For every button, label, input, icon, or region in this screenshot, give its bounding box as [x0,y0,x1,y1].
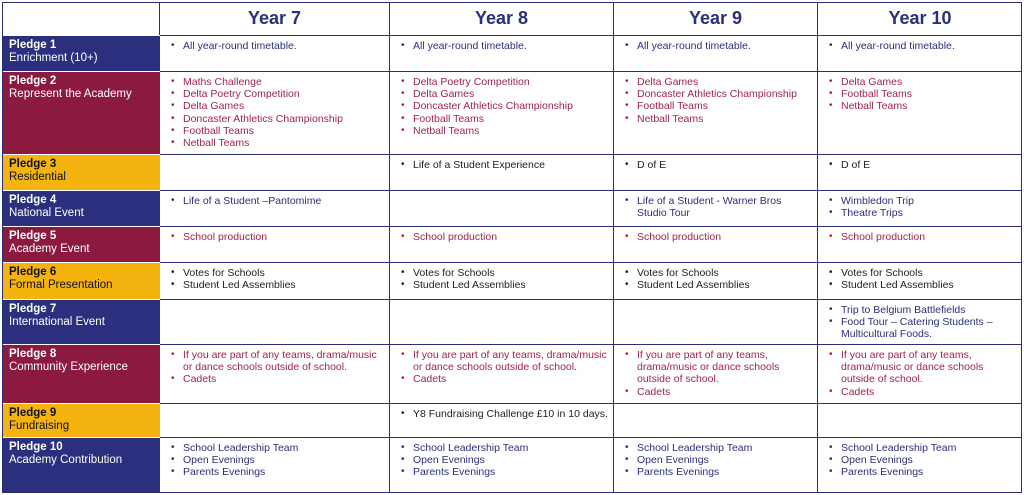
activity-item: • Parents Evenings [637,466,813,478]
pledge-name: Academy Contribution [9,454,123,466]
pledge-label-9 [2,403,160,437]
header-year-9: Year 9 [614,2,818,35]
activity-list [818,267,1018,291]
activity-list [160,231,385,243]
cell-pledge-9-year-8 [390,403,614,437]
activity-item: • Votes for Schools [637,267,813,279]
activity-list [160,349,385,386]
activity-item: • Maths Challenge [183,76,385,88]
activity-item: • School production [637,231,813,243]
pledge-name: Fundraising [9,420,70,432]
activity-item: • Open Evenings [841,454,1018,466]
activity-item: • If you are part of any teams, drama/music or dance schools outside of school. [841,349,1018,386]
activity-item: • Student Led Assemblies [413,279,609,291]
activity-list [818,76,1018,113]
pledge-label-10 [2,437,160,493]
cell-pledge-3-year-9 [614,154,818,190]
header-year-7: Year 7 [160,2,390,35]
cell-pledge-3-year-8 [390,154,614,190]
cell-pledge-10-year-9 [614,437,818,493]
cell-pledge-7-year-9 [614,299,818,344]
activity-item: • Y8 Fundraising Challenge £10 in 10 days. [413,408,609,420]
cell-pledge-7-year-8 [390,299,614,344]
cell-pledge-6-year-7 [160,262,390,299]
pledge-name: Formal Presentation [9,279,113,291]
activity-item: • School Leadership Team [841,442,1018,454]
cell-pledge-8-year-7 [160,344,390,403]
activity-item: • All year-round timetable. [637,40,813,52]
activity-item: • Netball Teams [413,125,609,137]
pledge-number: Pledge 3 [9,158,57,170]
activity-list [160,195,385,207]
activity-item: • Cadets [841,386,1018,398]
activity-list [390,349,609,386]
pledge-number: Pledge 4 [9,194,57,206]
activity-item: • Delta Poetry Competition [413,76,609,88]
activity-list [614,231,813,243]
activity-list [614,442,813,479]
cell-pledge-9-year-10 [818,403,1022,437]
activity-item: • Netball Teams [183,137,385,149]
activity-item: • School Leadership Team [413,442,609,454]
activity-item: • Theatre Trips [841,207,1018,219]
cell-pledge-5-year-7 [160,226,390,262]
pledge-number: Pledge 5 [9,230,57,242]
activity-item: • School production [413,231,609,243]
activity-item: • All year-round timetable. [413,40,609,52]
pledge-number: Pledge 1 [9,39,57,51]
activity-item: • Football Teams [637,100,813,112]
pledge-name: National Event [9,207,84,219]
pledge-number: Pledge 9 [9,407,57,419]
cell-pledge-6-year-10 [818,262,1022,299]
activity-item: • If you are part of any teams, drama/music or dance schools outside of school. [637,349,813,386]
header-year-8: Year 8 [390,2,614,35]
pledge-label-7 [2,299,160,344]
activity-list [818,231,1018,243]
cell-pledge-7-year-7 [160,299,390,344]
activity-item: • Cadets [183,373,385,385]
activity-list [614,267,813,291]
activity-list [818,40,1018,52]
pledge-name: Academy Event [9,243,90,255]
activity-item: • Parents Evenings [413,466,609,478]
activity-list [390,76,609,137]
activity-item: • Football Teams [413,113,609,125]
activity-item: • Student Led Assemblies [841,279,1018,291]
pledge-label-3 [2,154,160,190]
activity-item: • School production [841,231,1018,243]
cell-pledge-4-year-8 [390,190,614,226]
activity-item: • School Leadership Team [637,442,813,454]
cell-pledge-5-year-8 [390,226,614,262]
activity-item: • Netball Teams [841,100,1018,112]
activity-item: • Open Evenings [183,454,385,466]
activity-item: • If you are part of any teams, drama/music or dance schools outside of school. [183,349,385,373]
activity-list [160,40,385,52]
pledge-name: Enrichment (10+) [9,52,98,64]
pledge-number: Pledge 7 [9,303,57,315]
cell-pledge-2-year-10 [818,71,1022,154]
cell-pledge-5-year-10 [818,226,1022,262]
pledge-number: Pledge 6 [9,266,57,278]
cell-pledge-8-year-10 [818,344,1022,403]
activity-list [818,195,1018,219]
activity-list [818,442,1018,479]
pledge-label-8 [2,344,160,403]
activity-list [614,349,813,398]
activity-list [390,267,609,291]
cell-pledge-1-year-8 [390,35,614,71]
activity-list [614,195,813,219]
activity-item: • Delta Games [841,76,1018,88]
activity-item: • Delta Games [183,100,385,112]
activity-list [390,40,609,52]
cell-pledge-10-year-8 [390,437,614,493]
pledge-name: Community Experience [9,361,128,373]
header-year-10: Year 10 [888,8,952,28]
activity-item: • Doncaster Athletics Championship [413,100,609,112]
cell-pledge-9-year-9 [614,403,818,437]
activity-item: • Votes for Schools [413,267,609,279]
cell-pledge-9-year-7 [160,403,390,437]
header-corner [2,2,160,35]
cell-pledge-2-year-8 [390,71,614,154]
activity-list [818,304,1018,341]
cell-pledge-2-year-9 [614,71,818,154]
activity-item: • Cadets [413,373,609,385]
pledge-name: International Event [9,316,105,328]
pledge-name: Residential [9,171,66,183]
cell-pledge-1-year-10 [818,35,1022,71]
activity-item: • Doncaster Athletics Championship [183,113,385,125]
activity-item: • Trip to Belgium Battlefields [841,304,1018,316]
pledge-table [2,2,1022,493]
activity-item: • School Leadership Team [183,442,385,454]
cell-pledge-2-year-7 [160,71,390,154]
pledge-number: Pledge 8 [9,348,57,360]
pledge-label-1 [2,35,160,71]
activity-item: • All year-round timetable. [183,40,385,52]
activity-list [160,267,385,291]
cell-pledge-4-year-7 [160,190,390,226]
activity-list [160,76,385,149]
pledge-number: Pledge 10 [9,441,63,453]
activity-item: • All year-round timetable. [841,40,1018,52]
cell-pledge-8-year-9 [614,344,818,403]
activity-list [614,76,813,125]
activity-list [390,231,609,243]
cell-pledge-6-year-8 [390,262,614,299]
activity-list [818,349,1018,398]
cell-pledge-1-year-9 [614,35,818,71]
pledge-name: Represent the Academy [9,88,132,100]
activity-list [614,40,813,52]
activity-list [818,159,1018,171]
cell-pledge-3-year-10 [818,154,1022,190]
pledge-label-4 [2,190,160,226]
cell-pledge-5-year-9 [614,226,818,262]
activity-list [390,159,609,171]
cell-pledge-1-year-7 [160,35,390,71]
activity-item: • Student Led Assemblies [183,279,385,291]
cell-pledge-6-year-9 [614,262,818,299]
activity-item: • Cadets [637,386,813,398]
cell-pledge-7-year-10 [818,299,1022,344]
cell-pledge-4-year-10 [818,190,1022,226]
activity-item: • Delta Games [413,88,609,100]
cell-pledge-10-year-10 [818,437,1022,493]
cell-pledge-8-year-8 [390,344,614,403]
activity-item: • Open Evenings [637,454,813,466]
activity-item: • Football Teams [841,88,1018,100]
activity-item: • D of E [637,159,813,171]
activity-item: • Life of a Student Experience [413,159,609,171]
pledge-label-2 [2,71,160,154]
activity-item: • School production [183,231,385,243]
activity-item: • Doncaster Athletics Championship [637,88,813,100]
activity-item: • Wimbledon Trip [841,195,1018,207]
activity-item: • Parents Evenings [841,466,1018,478]
activity-list [390,408,609,420]
activity-item: • Food Tour – Catering Students – Multicultural Foods. [841,316,1018,340]
activity-item: • Open Evenings [413,454,609,466]
activity-item: • Parents Evenings [183,466,385,478]
cell-pledge-3-year-7 [160,154,390,190]
activity-item: • If you are part of any teams, drama/music or dance schools outside of school. [413,349,609,373]
cell-pledge-4-year-9 [614,190,818,226]
activity-list [614,159,813,171]
activity-item: • Life of a Student –Pantomime [183,195,385,207]
activity-item: • Netball Teams [637,113,813,125]
cell-pledge-10-year-7 [160,437,390,493]
activity-item: • Football Teams [183,125,385,137]
activity-item: • Student Led Assemblies [637,279,813,291]
pledge-number: Pledge 2 [9,75,57,87]
pledge-label-5 [2,226,160,262]
activity-item: • Votes for Schools [841,267,1018,279]
activity-item: • Life of a Student - Warner Bros Studio Tour [637,195,813,219]
activity-item: • Delta Games [637,76,813,88]
activity-item: • D of E [841,159,1018,171]
activity-item: • Votes for Schools [183,267,385,279]
activity-list [160,442,385,479]
activity-item: • Delta Poetry Competition [183,88,385,100]
pledge-label-6 [2,262,160,299]
activity-list [390,442,609,479]
